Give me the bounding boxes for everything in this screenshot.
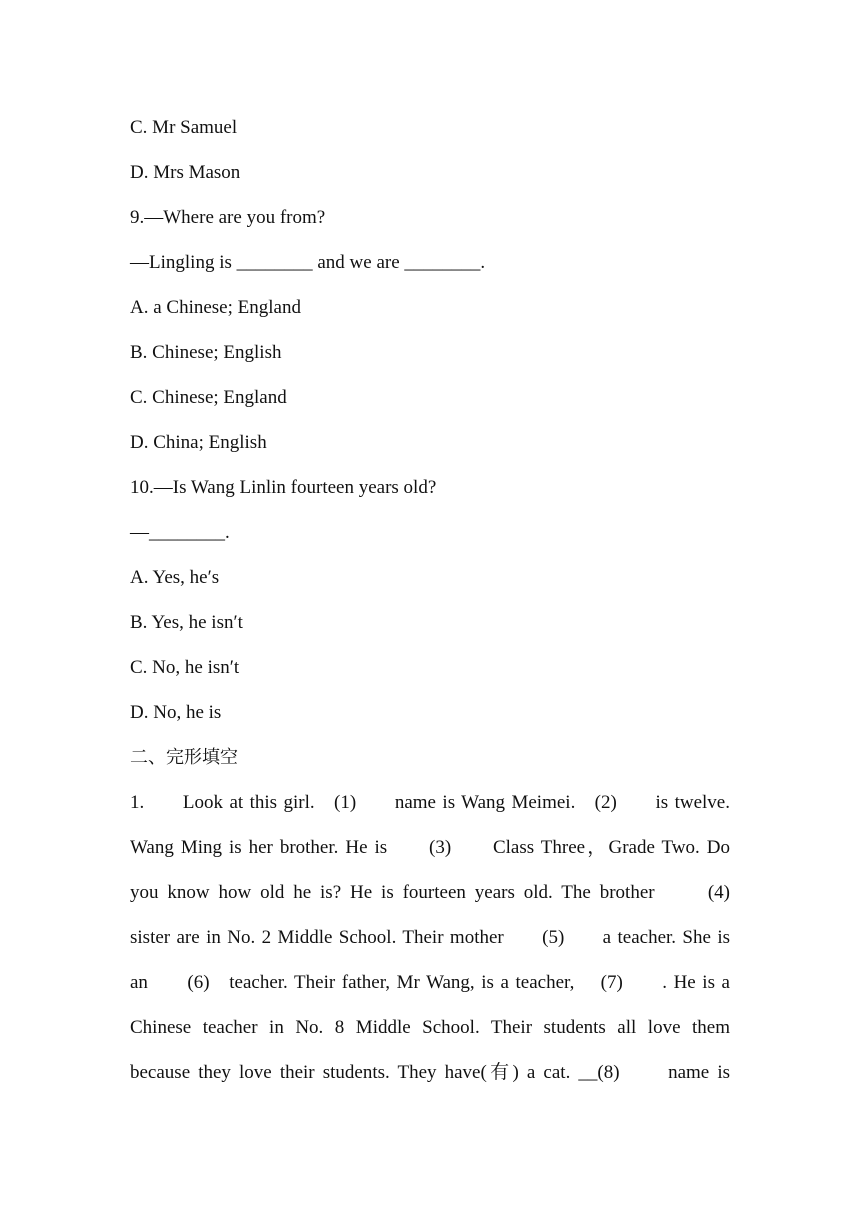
passage-line: you know how old he is? He is fourteen years old. The brother (4) bbox=[130, 882, 730, 903]
option-b-q9: B. Chinese; English bbox=[130, 342, 282, 363]
option-a-q10: A. Yes, he′s bbox=[130, 567, 220, 588]
option-d-q9: D. China; English bbox=[130, 432, 267, 453]
question-9-answer: —Lingling is ________ and we are ________. bbox=[130, 252, 486, 273]
option-c-q10: C. No, he isn′t bbox=[130, 657, 240, 678]
option-b-q10: B. Yes, he isn′t bbox=[130, 612, 243, 633]
option-c-q9: C. Chinese; England bbox=[130, 387, 287, 408]
option-d-q8: D. Mrs Mason bbox=[130, 162, 241, 183]
question-10-answer: —________. bbox=[130, 522, 230, 543]
passage-line: Wang Ming is her brother. He is (3) Class Three，Grade Two. Do bbox=[130, 837, 730, 858]
passage-line: an (6) teacher. Their father, Mr Wang, is a teacher, (7) . He is a bbox=[130, 972, 730, 993]
passage-line: because they love their students. They have(有) a cat. __(8) name is bbox=[130, 1062, 730, 1083]
option-c-q8: C. Mr Samuel bbox=[130, 117, 238, 138]
question-10: 10.—Is Wang Linlin fourteen years old? bbox=[130, 477, 437, 498]
passage-line: Chinese teacher in No. 8 Middle School. Their students all love them bbox=[130, 1017, 730, 1038]
passage-line: 1. Look at this girl. (1) name is Wang Meimei. (2) is twelve. bbox=[130, 792, 730, 813]
section-title: 二、完形填空 bbox=[130, 747, 238, 768]
question-9: 9.—Where are you from? bbox=[130, 207, 326, 228]
option-d-q10: D. No, he is bbox=[130, 702, 222, 723]
passage-line: sister are in No. 2 Middle School. Their mother (5) a teacher. She is bbox=[130, 927, 730, 948]
option-a-q9: A. a Chinese; England bbox=[130, 297, 301, 318]
